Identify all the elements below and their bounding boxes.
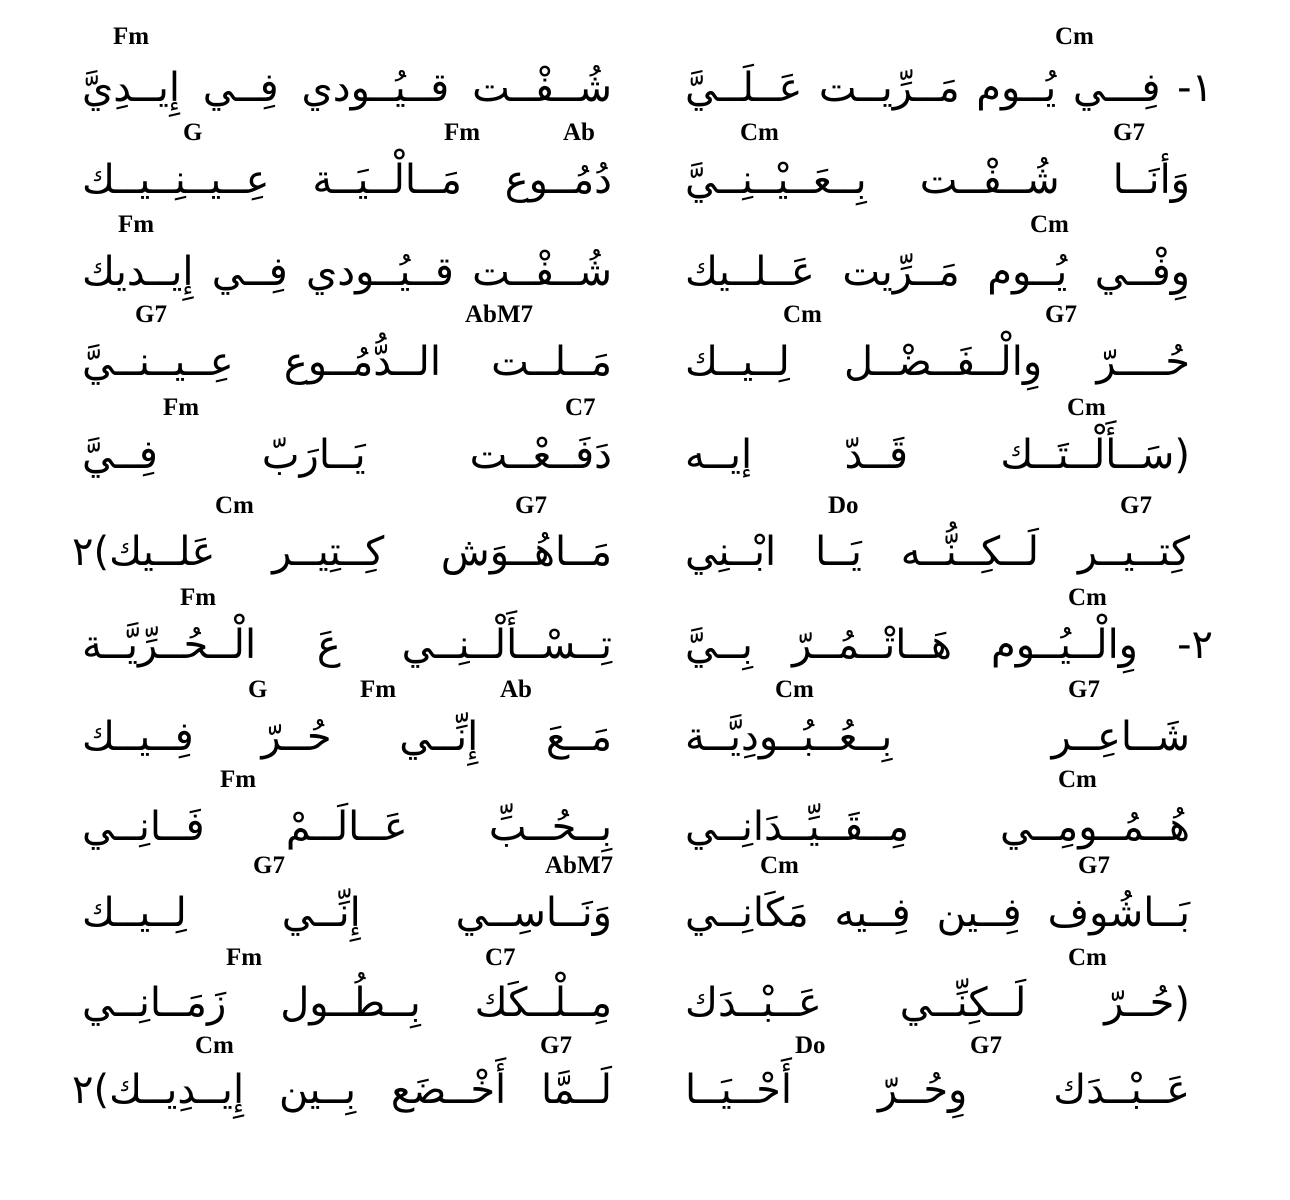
chord-label: Ab bbox=[563, 119, 595, 146]
chord-label: Fm bbox=[444, 119, 481, 146]
lyric-line: دَفَــعْــت يَــارَبّ فِــيَّ bbox=[82, 432, 612, 478]
chord-label: Do bbox=[828, 492, 859, 519]
chord-label: G bbox=[183, 119, 203, 146]
chord-label: Fm bbox=[360, 676, 397, 703]
chord-label: G7 bbox=[540, 1032, 572, 1059]
chord-label: G7 bbox=[1113, 119, 1145, 146]
lyric-line: تِــسْــأَلْــنِــي عَ الْــحُــرِّيَّــة bbox=[82, 622, 612, 668]
chord-label: Cm bbox=[195, 1032, 234, 1059]
chord-label: Cm bbox=[760, 852, 799, 879]
chord-label: AbM7 bbox=[465, 301, 534, 328]
chord-label: Ab bbox=[500, 676, 532, 703]
lyric-line: شَــاعِــر بِــعُــبُــودِيَّــة bbox=[685, 714, 1190, 760]
chord-label: Do bbox=[795, 1032, 826, 1059]
chord-label: Cm bbox=[783, 301, 822, 328]
chord-label: G7 bbox=[1120, 492, 1152, 519]
chord-label: G7 bbox=[970, 1032, 1002, 1059]
lyric-line: مَــعَ إِنِّــي حُــرّ فِــيــك bbox=[82, 714, 612, 760]
lyric-line: شُــفْــت قــيُــودي فِــي إِيــدِيَّ bbox=[82, 65, 612, 111]
lyric-line: (سَــأَلْــتَــك قَــدّ إيــه bbox=[685, 432, 1190, 478]
chord-label: Cm bbox=[215, 492, 254, 519]
lyric-line: (حُــرّ لَــكِنِّــي عَــبْــدَك bbox=[685, 980, 1190, 1026]
lyric-line: حُــــرّ وِالْــفَــضْــل لِــيــك bbox=[685, 339, 1190, 385]
lyric-line: مَــلــت الــدُّمُــوع عِــيــنــيَّ bbox=[82, 339, 612, 385]
chord-label: Cm bbox=[1058, 766, 1097, 793]
lyric-line: ١- فِـــي يُــوم مَــرِّيــت عَــلَــيَّ bbox=[685, 65, 1213, 111]
lyric-line: عَــبْــدَك وِحُــرّ أَحْــيَــا bbox=[685, 1067, 1190, 1113]
chord-label: Cm bbox=[1068, 584, 1107, 611]
chord-label: Cm bbox=[1030, 211, 1069, 238]
chord-label: Fm bbox=[220, 766, 257, 793]
lyric-line: بِــحُــبِّ عَــالَــمْ فَــانِــي bbox=[82, 804, 612, 850]
chord-label: Fm bbox=[226, 944, 263, 971]
chord-label: G7 bbox=[515, 492, 547, 519]
chord-label: AbM7 bbox=[545, 852, 614, 879]
chord-label: C7 bbox=[485, 944, 516, 971]
lyric-line: وَنَــاسِــي إِنِّــي لِــيــك bbox=[82, 890, 612, 936]
lyric-line: لَــمَّا أَخْــضَع بِــين إِيــدِيــك)٢ bbox=[72, 1067, 612, 1113]
lyric-line: وِفْــي يُــوم مَــرِّيت عَــلــيك bbox=[685, 249, 1190, 295]
chord-label: Fm bbox=[180, 584, 217, 611]
lyric-line: شُــفْــت قــيُــودي فِــي إِيــديك bbox=[82, 249, 612, 295]
chord-label: Fm bbox=[118, 211, 155, 238]
chord-label: Cm bbox=[1068, 944, 1107, 971]
lyric-line: كِتــيــر لَــكِــنُّــه يَــا ابْــنِي bbox=[685, 529, 1190, 575]
chord-label: G7 bbox=[1068, 676, 1100, 703]
lyric-line: هُــمُــومِــي مِــقَــيِّــدَانِــي bbox=[685, 804, 1190, 850]
lyric-line: دُمُــوع مَــالْــيَــة عِــيــنِــيــك bbox=[82, 157, 612, 203]
chord-label: Cm bbox=[775, 676, 814, 703]
chord-label: G7 bbox=[1078, 852, 1110, 879]
chord-label: C7 bbox=[565, 394, 596, 421]
chord-label: G7 bbox=[253, 852, 285, 879]
chord-label: G bbox=[248, 676, 268, 703]
lyric-line: ٢- وِالْــيُــوم هَــاتْــمُــرّ بِــيَّ bbox=[685, 622, 1213, 668]
lyric-line: مِــلْــكَك بِــطُــول زَمَــانِــي bbox=[82, 980, 612, 1026]
chord-label: G7 bbox=[135, 301, 167, 328]
chord-label: Fm bbox=[113, 23, 150, 50]
lyric-line: بَــاشُوف فِــين فِــيه مَكَانِــي bbox=[685, 890, 1190, 936]
chord-label: Cm bbox=[740, 119, 779, 146]
chord-label: G7 bbox=[1045, 301, 1077, 328]
chord-label: Fm bbox=[163, 394, 200, 421]
chord-label: Cm bbox=[1067, 394, 1106, 421]
lyric-line: وَأنَــا شُــفْــت بِــعَــيْــنِــيَّ bbox=[685, 157, 1190, 203]
lyric-line: مَــاهُــوَش كِــتِيــر عَلــيك)٢ bbox=[72, 529, 612, 575]
chord-label: Cm bbox=[1055, 23, 1094, 50]
